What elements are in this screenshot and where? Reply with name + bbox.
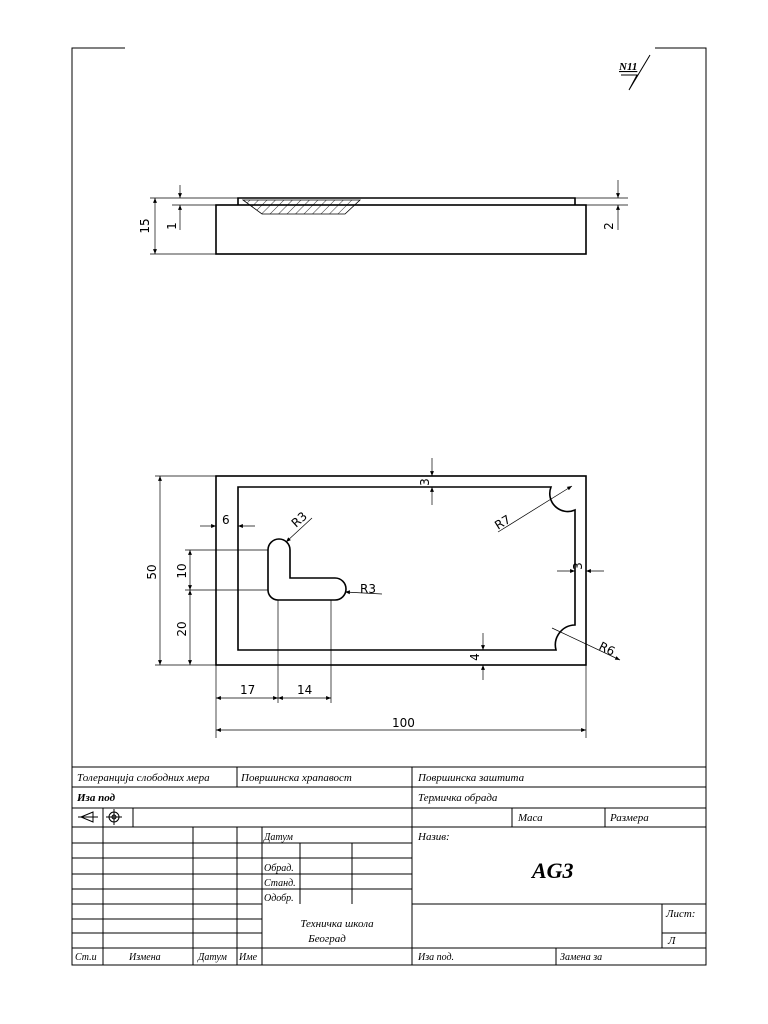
dim-wall-top: 3	[418, 478, 432, 486]
dim-wall-bottom: 4	[468, 653, 482, 661]
dim-step: 2	[602, 222, 616, 230]
mass-label: Маса	[518, 812, 543, 824]
sheet-label: Лист:	[666, 908, 696, 920]
top-view	[145, 458, 620, 738]
dim-slot-x-offset: 17	[240, 683, 256, 697]
iza-pod-bottom: Иза под.	[418, 952, 455, 963]
name-label: Назив:	[418, 831, 450, 843]
title-block	[72, 767, 706, 965]
dim-total-height: 15	[138, 218, 152, 234]
odobr-label: Одобр.	[264, 893, 294, 904]
dim-slot-height: 20	[175, 621, 189, 637]
iza-pod-label: Иза под	[77, 792, 116, 804]
col-st: Ст.и	[75, 952, 97, 963]
col-change: Измена	[129, 952, 161, 963]
obrad-label: Обрад.	[264, 863, 294, 874]
svg-text:N11: N11	[619, 61, 638, 73]
projection-symbol-icon	[78, 809, 122, 825]
section-hatch	[243, 200, 360, 214]
surface-protection-label: Површинска заштита	[418, 772, 525, 784]
heat-treatment-label: Термичка обрада	[418, 792, 498, 804]
part-name: AG3	[532, 858, 574, 883]
roughness-symbol	[618, 55, 650, 90]
school-line2: Београд	[308, 933, 346, 945]
pocket-outline	[238, 487, 575, 650]
dim-radius-bottom-right: R6	[596, 639, 618, 659]
tolerance-label: Толеранција слободних мера	[77, 772, 210, 784]
sheet-value: Л	[668, 935, 676, 947]
replacement-label: Замена за	[560, 952, 603, 963]
top-view-outline	[216, 476, 586, 665]
dim-width: 100	[392, 716, 415, 730]
side-view	[138, 180, 628, 254]
school-line1: Техничка школа	[300, 918, 374, 930]
size-label: Размера	[610, 812, 649, 824]
col-name: Име	[239, 952, 258, 963]
l-slot	[268, 539, 346, 600]
dim-radius-slot-end: R3	[360, 582, 376, 596]
col-date: Датум	[198, 952, 227, 963]
datum-label: Датум	[264, 832, 293, 843]
dim-slot-length: 14	[297, 683, 313, 697]
roughness-label: Површинска храпавост	[241, 772, 352, 784]
dim-height: 50	[145, 564, 159, 580]
dim-radius-slot-top: R3	[288, 509, 310, 531]
dim-wall-left: 6	[222, 513, 230, 527]
stand-label: Станд.	[264, 878, 296, 889]
dim-wall-right: 3	[571, 562, 585, 570]
dim-slot-width: 10	[175, 563, 189, 579]
dim-pocket-depth: 1	[165, 222, 179, 230]
dim-radius-top-right: R7	[492, 512, 514, 533]
